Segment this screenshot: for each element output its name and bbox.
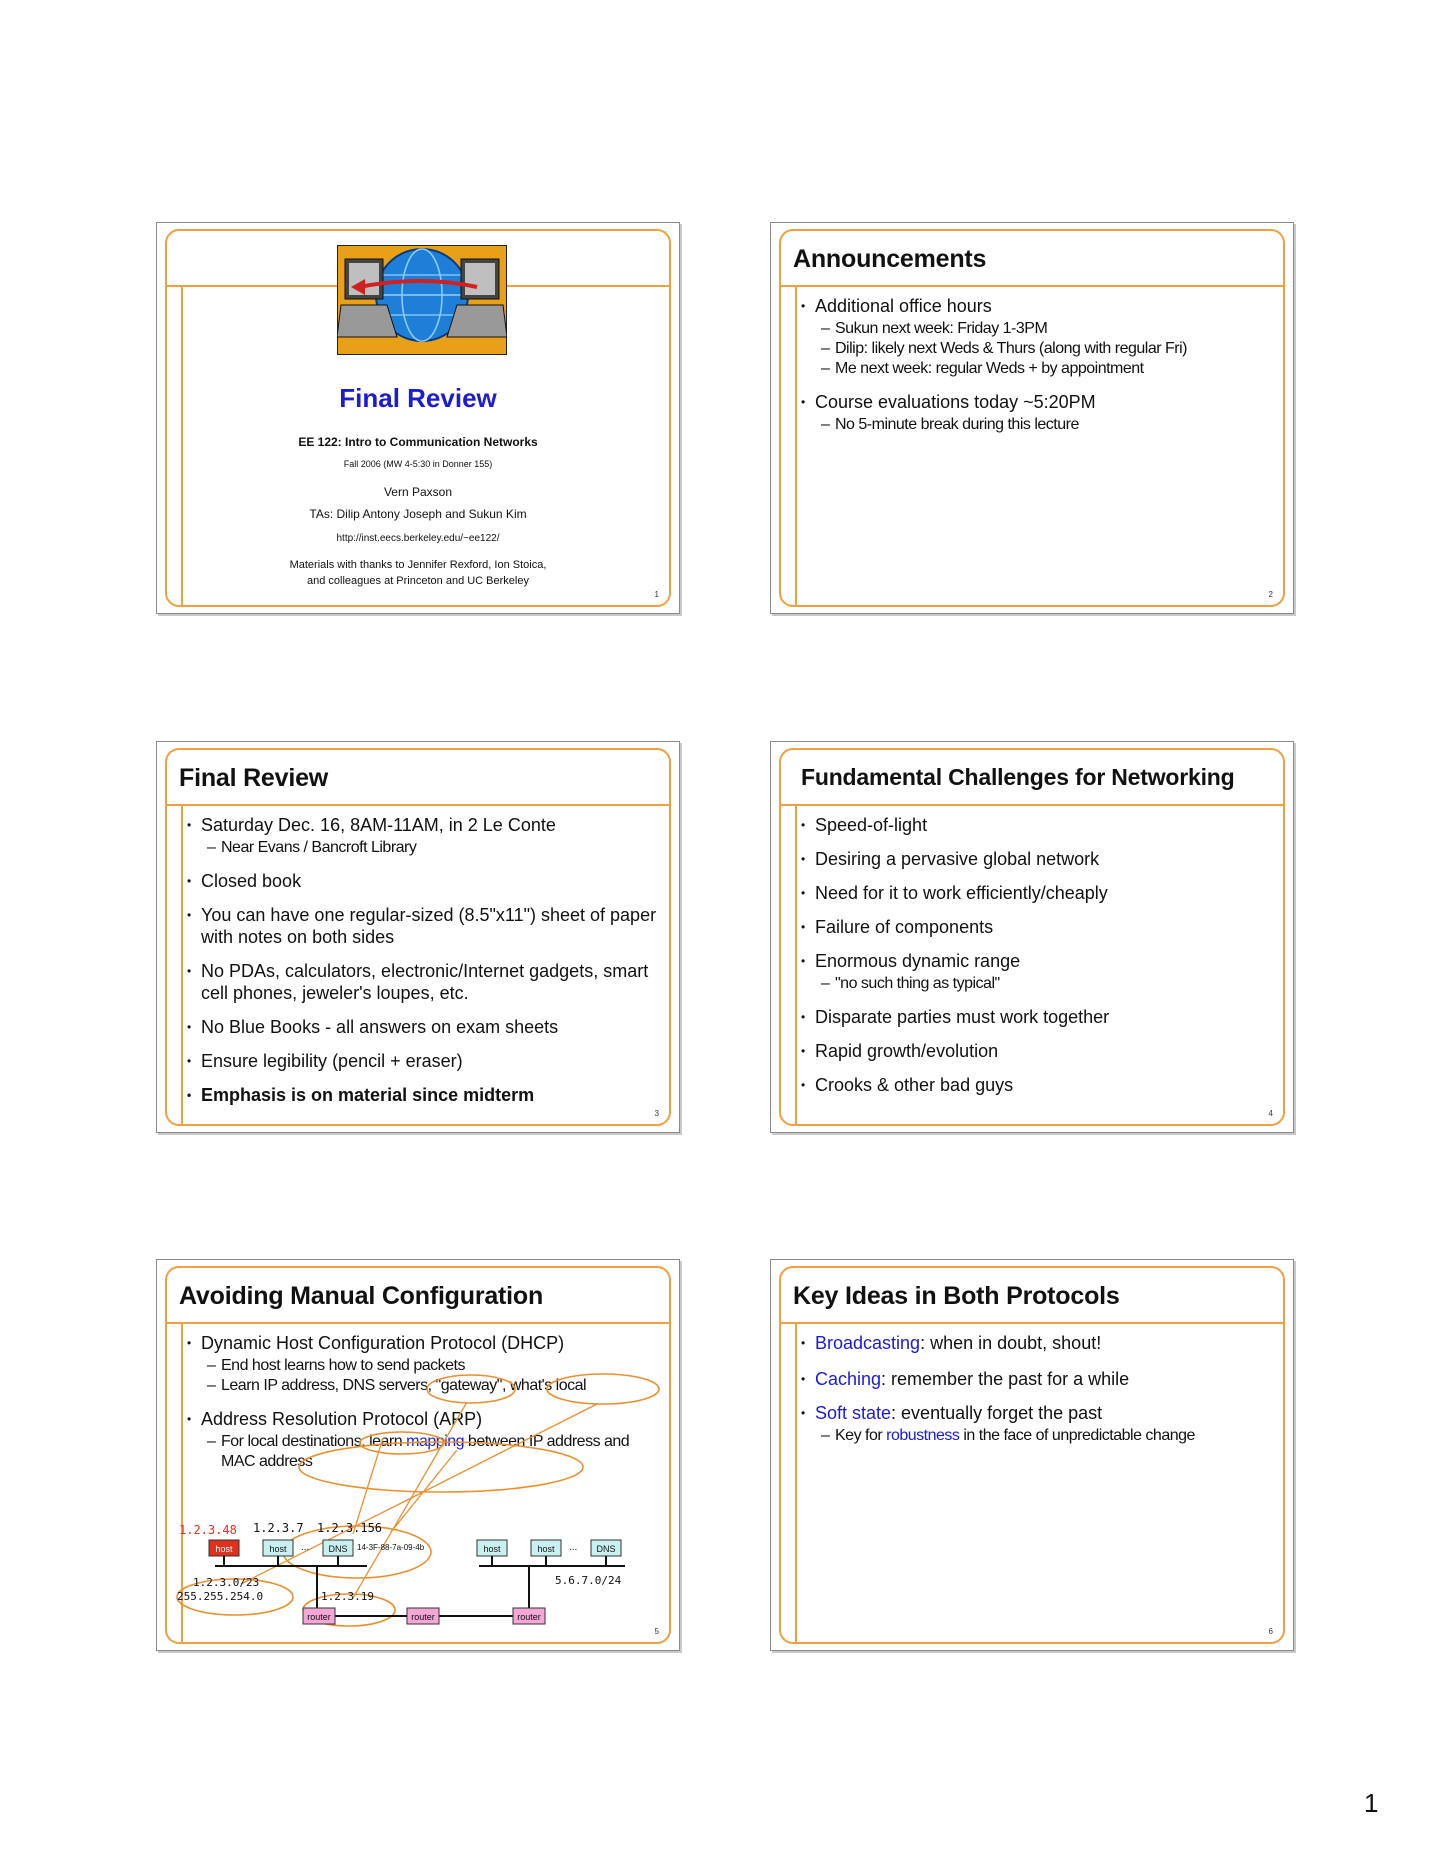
netmask-label: 255.255.254.0 — [177, 1590, 264, 1603]
slide-number: 1 — [654, 590, 659, 599]
slide-5 — [156, 1259, 680, 1651]
sub-bullet: – Me next week: regular Weds + by appointment — [801, 359, 1277, 379]
slide-1 — [156, 222, 680, 614]
text-fragment: For local destinations, learn — [221, 1433, 407, 1450]
sub-bullet: – Sukun next week: Friday 1-3PM — [801, 319, 1277, 339]
slide-body — [801, 295, 1277, 447]
dns-box-label: DNS — [328, 1544, 348, 1554]
bullet: • Crooks & other bad guys — [801, 1074, 1277, 1096]
text-fragment: in the face of unpredictable change — [959, 1427, 1195, 1444]
course-name: EE 122: Intro to Communication Networks — [298, 435, 538, 449]
bullet: • Failure of components — [801, 916, 1277, 938]
text-fragment: Learn IP address, DNS servers, — [221, 1377, 436, 1394]
subnet-label: 1.2.3.0/23 — [193, 1576, 260, 1589]
host-box-label: host — [483, 1544, 501, 1554]
host-box-label: host — [537, 1544, 555, 1554]
left-rule — [795, 1322, 797, 1644]
bullet — [801, 1402, 1277, 1424]
slide-3 — [156, 741, 680, 1133]
sub-bullet — [801, 1426, 1277, 1446]
sub-bullet: – Near Evans / Bancroft Library — [187, 838, 663, 858]
bullet: • No PDAs, calculators, electronic/Internet gadgets, smart cell phones, jeweler's loupes, etc. — [187, 960, 663, 1004]
bullet: • Additional office hours — [801, 295, 1277, 317]
gateway-term: "gateway" — [435, 1377, 502, 1394]
slide-body — [187, 814, 663, 1118]
router-box-label: router — [517, 1612, 541, 1622]
text-fragment: Key for — [835, 1427, 887, 1444]
bullet: • Address Resolution Protocol (ARP) — [187, 1408, 663, 1430]
host2-ip-label: 1.2.3.7 — [253, 1521, 304, 1535]
author: Vern Paxson — [383, 485, 453, 499]
slide-body — [801, 814, 1277, 1108]
title-rule — [779, 285, 1285, 287]
slide-title: Fundamental Challenges for Networking — [801, 764, 1235, 790]
bullet: • Course evaluations today ~5:20PM — [801, 391, 1277, 413]
slide-number: 5 — [654, 1627, 659, 1636]
bullet: • Need for it to work efficiently/cheaply — [801, 882, 1277, 904]
slide-title: Final Review — [179, 764, 329, 792]
left-rule — [181, 804, 183, 1126]
title-rule — [779, 804, 1285, 806]
ellipsis: ... — [569, 1542, 578, 1553]
bullet-text: : when in doubt, shout! — [920, 1333, 1102, 1353]
slide-title: Key Ideas in Both Protocols — [793, 1282, 1120, 1310]
bullet: • Ensure legibility (pencil + eraser) — [187, 1050, 663, 1072]
slide-title: Avoiding Manual Configuration — [179, 1282, 544, 1310]
bullet: • Saturday Dec. 16, 8AM-11AM, in 2 Le Conte — [187, 814, 663, 836]
bullet: • Desiring a pervasive global network — [801, 848, 1277, 870]
sub-bullet: – "no such thing as typical" — [801, 974, 1277, 994]
slide-number: 3 — [654, 1109, 659, 1118]
key-term-caching: Caching — [815, 1369, 882, 1389]
title-rule — [779, 1322, 1285, 1324]
gateway-ip-label: 1.2.3.19 — [321, 1590, 374, 1603]
globe-network-logo — [337, 245, 507, 355]
sub-bullet: – No 5-minute break during this lecture — [801, 415, 1277, 435]
slide-title: Announcements — [793, 245, 987, 273]
host-ip-label: 1.2.3.48 — [179, 1523, 237, 1537]
acknowledgements-line2: and colleagues at Princeton and UC Berkeley — [307, 575, 529, 587]
bullet — [801, 1332, 1277, 1354]
bullet: • Rapid growth/evolution — [801, 1040, 1277, 1062]
slide-body — [801, 1332, 1277, 1446]
sub-bullet: – End host learns how to send packets — [187, 1356, 663, 1376]
slide-4 — [770, 741, 1294, 1133]
course-url: http://inst.eecs.berkeley.edu/~ee122/ — [336, 533, 500, 544]
left-rule — [795, 804, 797, 1126]
page-number: 1 — [1364, 1788, 1379, 1818]
bullet: • Dynamic Host Configuration Protocol (DHCP) — [187, 1332, 663, 1354]
slide-2 — [770, 222, 1294, 614]
whats-local-ellipse — [547, 1374, 659, 1404]
title-slide-heading: Final Review — [339, 383, 497, 413]
host-box-label: host — [269, 1544, 287, 1554]
acknowledgements-line1: Materials with thanks to Jennifer Rexford, Ion Stoica, — [289, 559, 547, 571]
teaching-assistants: TAs: Dilip Antony Joseph and Sukun Kim — [309, 507, 527, 521]
bullet — [801, 1368, 1277, 1390]
gateway-ellipse — [427, 1375, 515, 1403]
robustness-term: robustness — [886, 1427, 960, 1444]
key-term-soft-state: Soft state — [815, 1403, 892, 1423]
bullet: • No Blue Books - all answers on exam sheets — [187, 1016, 663, 1038]
router-box-label: router — [411, 1612, 435, 1622]
bullet-text: : eventually forget the past — [891, 1403, 1103, 1423]
mapping-ellipse — [299, 1442, 583, 1492]
slide-6 — [770, 1259, 1294, 1651]
sub-bullet: – Dilip: likely next Weds & Thurs (along with regular Fri) — [801, 339, 1277, 359]
mac-address-label: 14-3F-88-7a-09-4b — [357, 1543, 425, 1552]
annotation-arrows — [241, 1402, 597, 1598]
host-box-label: host — [215, 1544, 233, 1554]
bullet: • You can have one regular-sized (8.5"x11") sheet of paper with notes on both sides — [187, 904, 663, 948]
slide-number: 4 — [1268, 1109, 1273, 1118]
key-term-broadcasting: Broadcasting — [815, 1333, 921, 1353]
dns-ip-label: 1.2.3.156 — [317, 1521, 383, 1535]
router-box-label: router — [307, 1612, 331, 1622]
acknowledgements — [157, 557, 679, 589]
ellipsis: ... — [301, 1542, 310, 1553]
bullet-emphasis: • Emphasis is on material since midterm — [187, 1084, 663, 1106]
network-diagram — [157, 1260, 681, 1652]
slide-number: 6 — [1268, 1627, 1273, 1636]
left-rule — [795, 285, 797, 607]
course-term: Fall 2006 (MW 4-5:30 in Donner 155) — [343, 459, 493, 469]
title-rule — [165, 804, 671, 806]
text-fragment: between IP address and MAC address — [221, 1433, 630, 1470]
text-fragment: , — [501, 1377, 510, 1394]
bullet: • Disparate parties must work together — [801, 1006, 1277, 1028]
bullet: • Closed book — [187, 870, 663, 892]
bullet: • Speed-of-light — [801, 814, 1277, 836]
bullet-text: : remember the past for a while — [881, 1369, 1130, 1389]
slide-number: 2 — [1268, 590, 1273, 599]
subnet2-label: 5.6.7.0/24 — [555, 1574, 622, 1587]
whats-local-term: what's local — [509, 1377, 587, 1394]
mapping-term: mapping — [406, 1433, 464, 1450]
dns-box-label: DNS — [596, 1544, 616, 1554]
bullet: • Enormous dynamic range — [801, 950, 1277, 972]
